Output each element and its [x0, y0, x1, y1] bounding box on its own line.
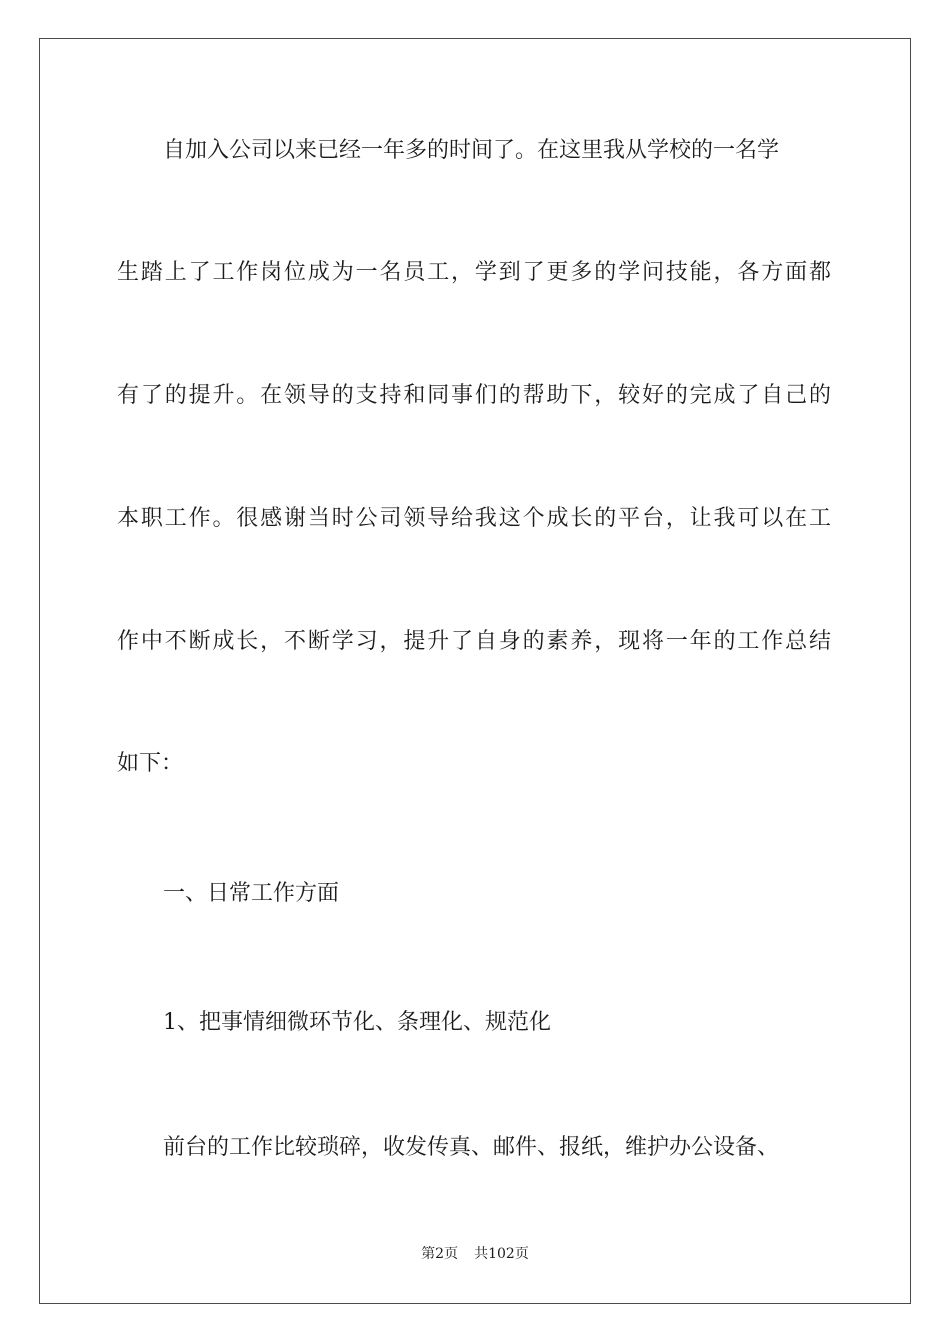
- paragraph-line-3: 有了的提升。在领导的支持和同事们的帮助下，较好的完成了自己的: [117, 383, 831, 408]
- section-heading: 一、日常工作方面: [163, 881, 340, 906]
- paragraph-line-4: 本职工作。很感谢当时公司领导给我这个成长的平台，让我可以在工: [117, 506, 831, 531]
- paragraph-line-5: 作中不断成长，不断学习，提升了自身的素养，现将一年的工作总结: [117, 629, 831, 654]
- paragraph-line-2: 生踏上了工作岗位成为一名员工，学到了更多的学问技能，各方面都: [117, 260, 831, 285]
- paragraph-line-1: 自加入公司以来已经一年多的时间了。在这里我从学校的一名学: [163, 138, 780, 163]
- paragraph-line-6: 如下：: [117, 751, 184, 776]
- page-border: [39, 38, 911, 1304]
- page-number: 第2页: [421, 1246, 459, 1262]
- page-footer: [0, 1244, 950, 1264]
- page-total: 共102页: [474, 1246, 529, 1262]
- paragraph-line-7: 前台的工作比较琐碎，收发传真、邮件、报纸，维护办公设备、: [163, 1135, 780, 1160]
- subsection-heading: 1、把事情细微环节化、条理化、规范化: [163, 1010, 551, 1035]
